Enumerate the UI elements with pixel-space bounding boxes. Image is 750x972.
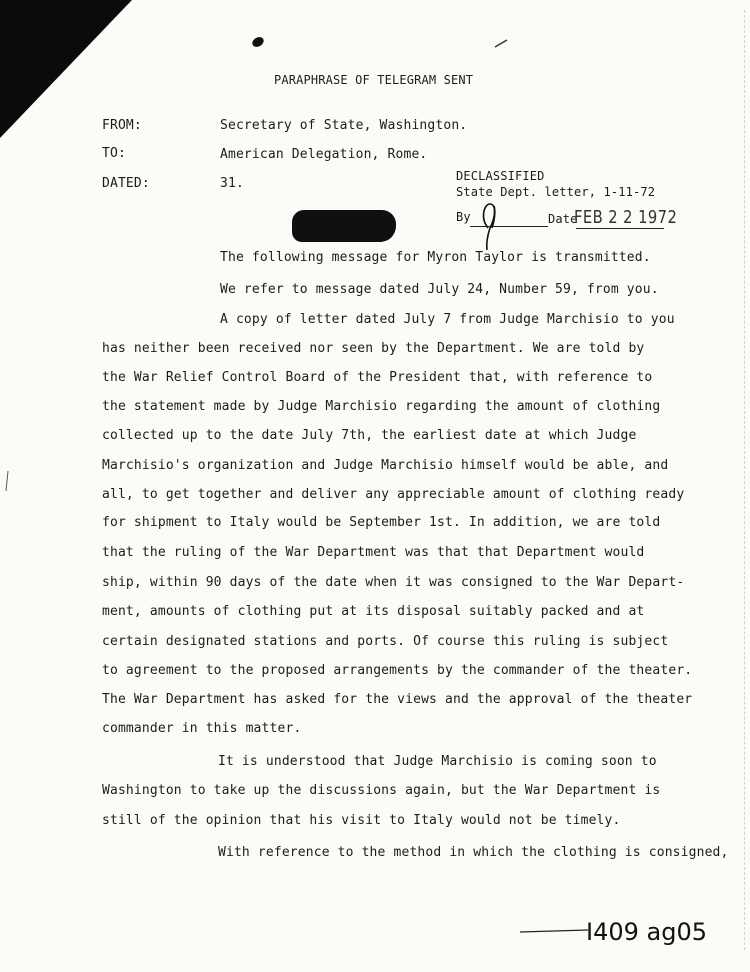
body-line-12: ship, within 90 days of the date when it was consigned to the War Depart- <box>102 575 685 590</box>
stamp-by-label: By <box>456 210 471 224</box>
declassified-stamp-line2: State Dept. letter, 1-11-72 <box>456 185 656 199</box>
body-line-21: With reference to the method in which the clothing is consigned, <box>218 845 729 860</box>
archive-code: I409 ag05 <box>586 918 707 946</box>
body-line-11: that the ruling of the War Department was that that Department would <box>102 545 645 560</box>
document-title: PARAPHRASE OF TELEGRAM SENT <box>274 73 474 87</box>
archive-code-rule <box>520 926 590 936</box>
margin-pen-mark <box>3 470 11 492</box>
body-line-14: certain designated stations and ports. Of course this ruling is subject <box>102 634 669 649</box>
body-line-13: ment, amounts of clothing put at its disposal suitably packed and at <box>102 604 645 619</box>
body-line-8: Marchisio's organization and Judge Marchisio himself would be able, and <box>102 458 669 473</box>
to-value: American Delegation, Rome. <box>220 147 428 162</box>
dated-value: 31. <box>220 176 244 191</box>
body-line-20: still of the opinion that his visit to Italy would not be timely. <box>102 813 621 828</box>
body-line-2: We refer to message dated July 24, Number 59, from you. <box>220 282 659 297</box>
redaction-block <box>292 210 396 242</box>
pen-stroke-mark <box>494 38 508 48</box>
stamp-date-value: FEB 2 2 1972 <box>574 207 678 228</box>
body-line-17: commander in this matter. <box>102 721 302 736</box>
from-label: FROM: <box>102 118 142 133</box>
body-line-9: all, to get together and deliver any appreciable amount of clothing ready <box>102 487 685 502</box>
declassified-stamp-line1: DECLASSIFIED <box>456 169 545 183</box>
body-line-16: The War Department has asked for the views and the approval of the theater <box>102 692 693 707</box>
stamp-date-line <box>576 228 664 229</box>
body-line-5: the War Relief Control Board of the President that, with reference to <box>102 370 653 385</box>
stamp-date-label: Date <box>548 212 578 226</box>
body-line-1: The following message for Myron Taylor is transmitted. <box>220 250 651 265</box>
body-line-4: has neither been received nor seen by the Department. We are told by <box>102 341 645 356</box>
page-edge-line <box>743 10 745 950</box>
ink-blot-mark <box>250 35 266 49</box>
handwritten-initials <box>474 198 510 254</box>
body-line-19: Washington to take up the discussions again, but the War Department is <box>102 783 661 798</box>
dated-label: DATED: <box>102 176 150 191</box>
body-line-3: A copy of letter dated July 7 from Judge Marchisio to you <box>220 312 675 327</box>
body-line-18: It is understood that Judge Marchisio is coming soon to <box>218 754 657 769</box>
to-label: TO: <box>102 146 126 161</box>
from-value: Secretary of State, Washington. <box>220 118 468 133</box>
body-line-10: for shipment to Italy would be September 1st. In addition, we are told <box>102 515 661 530</box>
body-line-7: collected up to the date July 7th, the earliest date at which Judge <box>102 428 637 443</box>
body-line-6: the statement made by Judge Marchisio regarding the amount of clothing <box>102 399 661 414</box>
body-line-15: to agreement to the proposed arrangements by the commander of the theater. <box>102 663 693 678</box>
